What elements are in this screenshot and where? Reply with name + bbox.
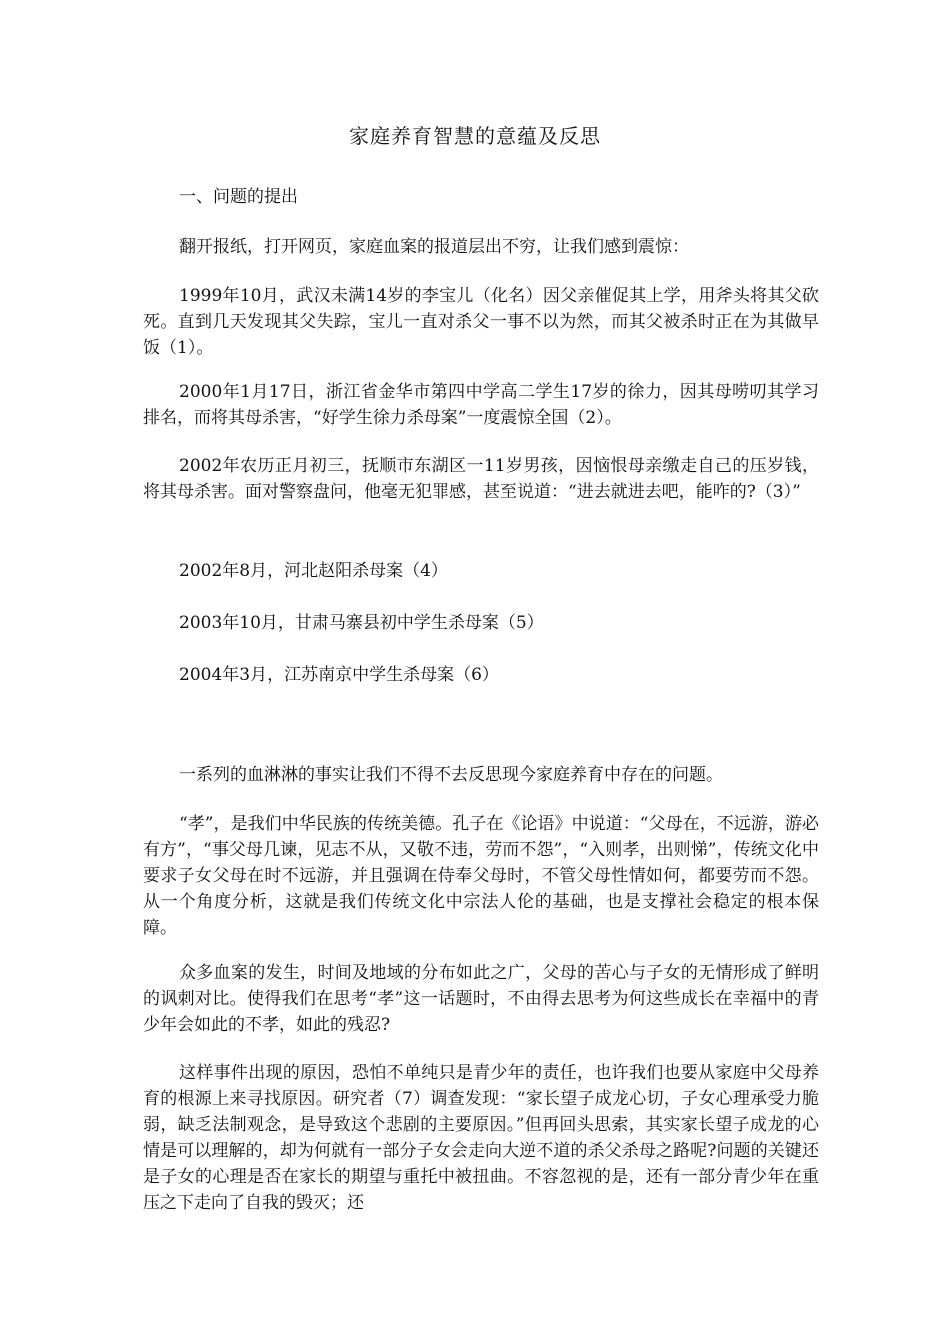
paragraph: 一系列的血淋淋的事实让我们不得不去反思现今家庭养育中存在的问题。 — [179, 765, 723, 785]
paragraph: 众多血案的发生，时间及地域的分布如此之广，父母的苦心与子女的无情形成了鲜明的讽刺对比。使得我们在思考“孝”这一话题时，不由得去思考为何这些成长在幸福中的青少年会如此的不孝，如此的残忍? — [143, 963, 819, 1035]
paragraph: “孝”，是我们中华民族的传统美德。孔子在《论语》中说道：“父母在，不远游，游必有方”，“事父母几谏，见志不从，又敬不违，劳而不怨”，“入则孝，出则悌”，传统文化中要求子女父母在时不远游，并且强调在侍奉父母时，不管父母性情如何，都要劳而不怨。从一个角度分析，这就是我们传统文化中宗法人伦的基础，也是支撑社会稳定的根本保障。 — [143, 814, 819, 938]
paragraph: 2000年1月17日，浙江省金华市第四中学高二学生17岁的徐力，因其母唠叨其学习排名，而将其母杀害，“好学生徐力杀母案”一度震惊全国（2）。 — [143, 382, 819, 428]
document-title: 家庭养育智慧的意蕴及反思 — [349, 124, 601, 148]
paragraph: 2002年农历正月初三，抚顺市东湖区一11岁男孩，因恼恨母亲缴走自己的压岁钱，将其母杀害。面对警察盘问，他毫无犯罪感，甚至说道：“进去就进去吧，能咋的?（3）” — [143, 456, 819, 502]
paragraph: 这样事件出现的原因，恐怕不单纯只是青少年的责任，也许我们也要从家庭中父母养育的根源上来寻找原因。研究者（7）调查发现：“家长望子成龙心切，子女心理承受力脆弱，缺乏法制观念，是导致这个悲剧的主要原因。”但再回头思索，其实家长望子成龙的心情是可以理解的，却为何就有一部分子女会走向大逆不道的杀父杀母之路呢?问题的关键还是子女的心理是否在家长的期望与重托中被扭曲。不容忽视的是，还有一部分青少年在重压之下走向了自我的毁灭；还 — [143, 1063, 819, 1213]
paragraph: 2004年3月，江苏南京中学生杀母案（6） — [179, 665, 499, 685]
section-heading: 一、问题的提出 — [179, 187, 298, 207]
paragraph: 2002年8月，河北赵阳杀母案（4） — [179, 561, 448, 581]
paragraph: 翻开报纸，打开网页，家庭血案的报道层出不穷，让我们感到震惊： — [179, 237, 689, 257]
paragraph: 1999年10月，武汉未满14岁的李宝儿（化名）因父亲催促其上学，用斧头将其父砍死。直到几天发现其父失踪，宝儿一直对杀父一事不以为然，而其父被杀时正在为其做早饭（1）。 — [143, 286, 819, 358]
paragraph: 2003年10月，甘肃马寨县初中学生杀母案（5） — [179, 613, 544, 633]
